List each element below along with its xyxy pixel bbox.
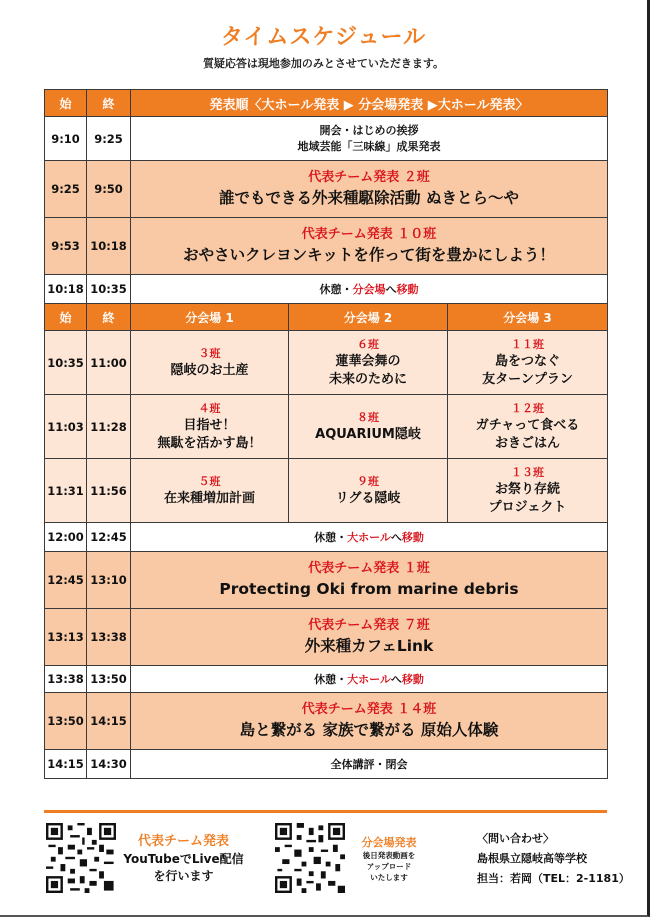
session-title: 隠岐のお土産 — [170, 362, 249, 378]
upload-line-1: 後日発表動画を — [362, 851, 416, 860]
break-cell — [131, 666, 608, 693]
session-title: 友ターンプラン — [482, 371, 573, 387]
start-time: 12:00 — [45, 523, 87, 552]
rep-cell — [131, 609, 608, 666]
session-cell — [131, 459, 289, 523]
session-header-row — [45, 304, 608, 331]
end-time: 10:35 — [87, 275, 131, 304]
upload-title: 分会場発表 — [361, 836, 417, 849]
end-time: 13:50 — [87, 666, 131, 693]
live-line-1: YouTubeでLive配信 — [123, 852, 244, 866]
end-time: 9:25 — [87, 117, 131, 161]
session-row — [45, 395, 608, 459]
session-team: ６班 — [357, 337, 379, 351]
rep-team-label: 代表チーム発表 ２班 — [308, 170, 430, 185]
session-team: ８班 — [357, 410, 379, 424]
contact-school: 島根県立隠岐高等学校 — [477, 852, 587, 865]
session-cell — [448, 459, 608, 523]
rep-team-label: 代表チーム発表 １０班 — [301, 227, 437, 242]
start-time: 13:38 — [45, 666, 87, 693]
end-time: 14:30 — [87, 750, 131, 779]
rep-theme: 誰でもできる外来種駆除活動 ぬきとら〜や — [219, 189, 519, 207]
rep-theme: おやさいクレヨンキットを作って街を豊かにしよう！ — [183, 246, 555, 264]
break-connector: へ — [390, 673, 402, 686]
rep-row-team-2 — [45, 161, 608, 218]
contact-title: 〈問い合わせ〉 — [477, 832, 554, 845]
rep-team-label: 代表チーム発表 １４班 — [301, 702, 437, 717]
session-title: AQUARIUM隠岐 — [315, 426, 421, 442]
start-time: 14:15 — [45, 750, 87, 779]
session-cell — [289, 395, 448, 459]
start-time: 11:03 — [45, 395, 87, 459]
session-team: ５班 — [198, 474, 221, 488]
page-title: タイムスケジュール — [220, 25, 427, 50]
session-cell — [289, 459, 448, 523]
rep-team-label: 代表チーム発表 １班 — [308, 561, 430, 576]
end-time: 11:28 — [87, 395, 131, 459]
session-team: １２班 — [511, 401, 544, 415]
qr-code-live-icon[interactable] — [46, 823, 116, 893]
contact-info — [477, 829, 630, 889]
break-label: 休憩・ — [319, 283, 353, 296]
start-time: 9:10 — [45, 117, 87, 161]
session-cell — [448, 395, 608, 459]
break-place: 分会場 — [352, 283, 386, 296]
header-end: 終 — [87, 90, 131, 117]
end-time: 11:00 — [87, 331, 131, 395]
break-move: 移動 — [401, 531, 424, 544]
session-title: 島をつなぐ — [494, 353, 560, 369]
rep-cell — [131, 218, 608, 275]
end-time: 12:45 — [87, 523, 131, 552]
header-end: 終 — [87, 304, 131, 331]
start-time: 9:53 — [45, 218, 87, 275]
start-time: 13:13 — [45, 609, 87, 666]
rep-row-team-10 — [45, 218, 608, 275]
break-label: 休憩・ — [314, 531, 348, 544]
session-cell — [131, 331, 289, 395]
rep-row-team-1 — [45, 552, 608, 609]
session-cell — [289, 331, 448, 395]
start-time: 13:50 — [45, 693, 87, 750]
start-time: 12:45 — [45, 552, 87, 609]
break-row — [45, 523, 608, 552]
break-label: 休憩・ — [314, 673, 348, 686]
session-team: ３班 — [198, 346, 221, 360]
live-title: 代表チーム発表 — [137, 834, 229, 849]
closing-row — [45, 750, 608, 779]
break-place: 大ホール — [347, 673, 391, 686]
rep-team-label: 代表チーム発表 ７班 — [308, 618, 430, 633]
opening-line-1: 開会・はじめの挨拶 — [319, 123, 419, 137]
session-team: ４班 — [198, 401, 221, 415]
session-title: リグる隠岐 — [335, 490, 401, 506]
table-header-row — [45, 90, 608, 117]
header-presentation-order: 発表順〈大ホール発表 ▶ 分会場発表 ▶大ホール発表〉 — [131, 90, 608, 117]
qr-code-upload-icon[interactable] — [275, 823, 345, 893]
rep-cell — [131, 693, 608, 750]
upload-line-3: いたします — [370, 873, 408, 882]
break-connector: へ — [390, 531, 402, 544]
session-title: おきごはん — [494, 435, 560, 451]
rep-theme: Protecting Oki from marine debris — [219, 580, 519, 598]
break-row — [45, 666, 608, 693]
live-stream-info — [121, 833, 246, 885]
rep-cell — [131, 161, 608, 218]
header-start: 始 — [45, 304, 87, 331]
session-title: 蓮華会舞の — [335, 353, 401, 369]
break-cell — [131, 523, 608, 552]
contact-person: 担当：若岡（TEL：2-1181） — [477, 872, 630, 885]
start-time: 10:18 — [45, 275, 87, 304]
upload-info — [346, 835, 432, 883]
upload-line-2: アップロード — [366, 862, 412, 871]
rep-theme: 島と繋がる 家族で繋がる 原始人体験 — [239, 721, 499, 739]
end-time: 11:56 — [87, 459, 131, 523]
schedule-table — [44, 89, 608, 779]
session-title: 未来のために — [328, 371, 407, 387]
footer-divider — [44, 810, 607, 813]
room-1-header: 分会場 1 — [131, 304, 289, 331]
session-cell — [448, 331, 608, 395]
opening-row — [45, 117, 608, 161]
session-title: 無駄を活かす島！ — [157, 435, 262, 451]
end-time: 13:10 — [87, 552, 131, 609]
end-time: 13:38 — [87, 609, 131, 666]
start-time: 10:35 — [45, 331, 87, 395]
rep-row-team-14 — [45, 693, 608, 750]
break-move: 移動 — [401, 673, 424, 686]
session-team: ９班 — [357, 474, 379, 488]
session-row — [45, 331, 608, 395]
break-connector: へ — [385, 283, 397, 296]
room-2-header: 分会場 2 — [289, 304, 448, 331]
room-3-header: 分会場 3 — [448, 304, 608, 331]
session-title: プロジェクト — [488, 499, 567, 515]
break-cell — [131, 275, 608, 304]
break-row — [45, 275, 608, 304]
header-start: 始 — [45, 90, 87, 117]
session-cell — [131, 395, 289, 459]
session-title: お祭り存続 — [494, 481, 560, 497]
rep-row-team-7 — [45, 609, 608, 666]
start-time: 9:25 — [45, 161, 87, 218]
live-line-2: を行います — [153, 869, 214, 883]
rep-cell — [131, 552, 608, 609]
session-row — [45, 459, 608, 523]
closing-cell: 全体講評・閉会 — [131, 750, 608, 779]
end-time: 10:18 — [87, 218, 131, 275]
opening-cell — [131, 117, 608, 161]
end-time: 14:15 — [87, 693, 131, 750]
break-place: 大ホール — [347, 531, 391, 544]
session-team: １３班 — [511, 465, 544, 479]
opening-line-2: 地域芸能「三味線」成果発表 — [297, 139, 441, 153]
page-subtitle: 質疑応答は現地参加のみとさせていただきます。 — [202, 57, 445, 70]
session-title: 在来種増加計画 — [163, 490, 255, 506]
break-move: 移動 — [396, 283, 419, 296]
session-title: ガチャって食べる — [475, 417, 580, 433]
session-title: 目指せ！ — [183, 417, 236, 433]
session-team: １１班 — [511, 337, 544, 351]
rep-theme: 外来種カフェLink — [304, 637, 434, 655]
end-time: 9:50 — [87, 161, 131, 218]
start-time: 11:31 — [45, 459, 87, 523]
